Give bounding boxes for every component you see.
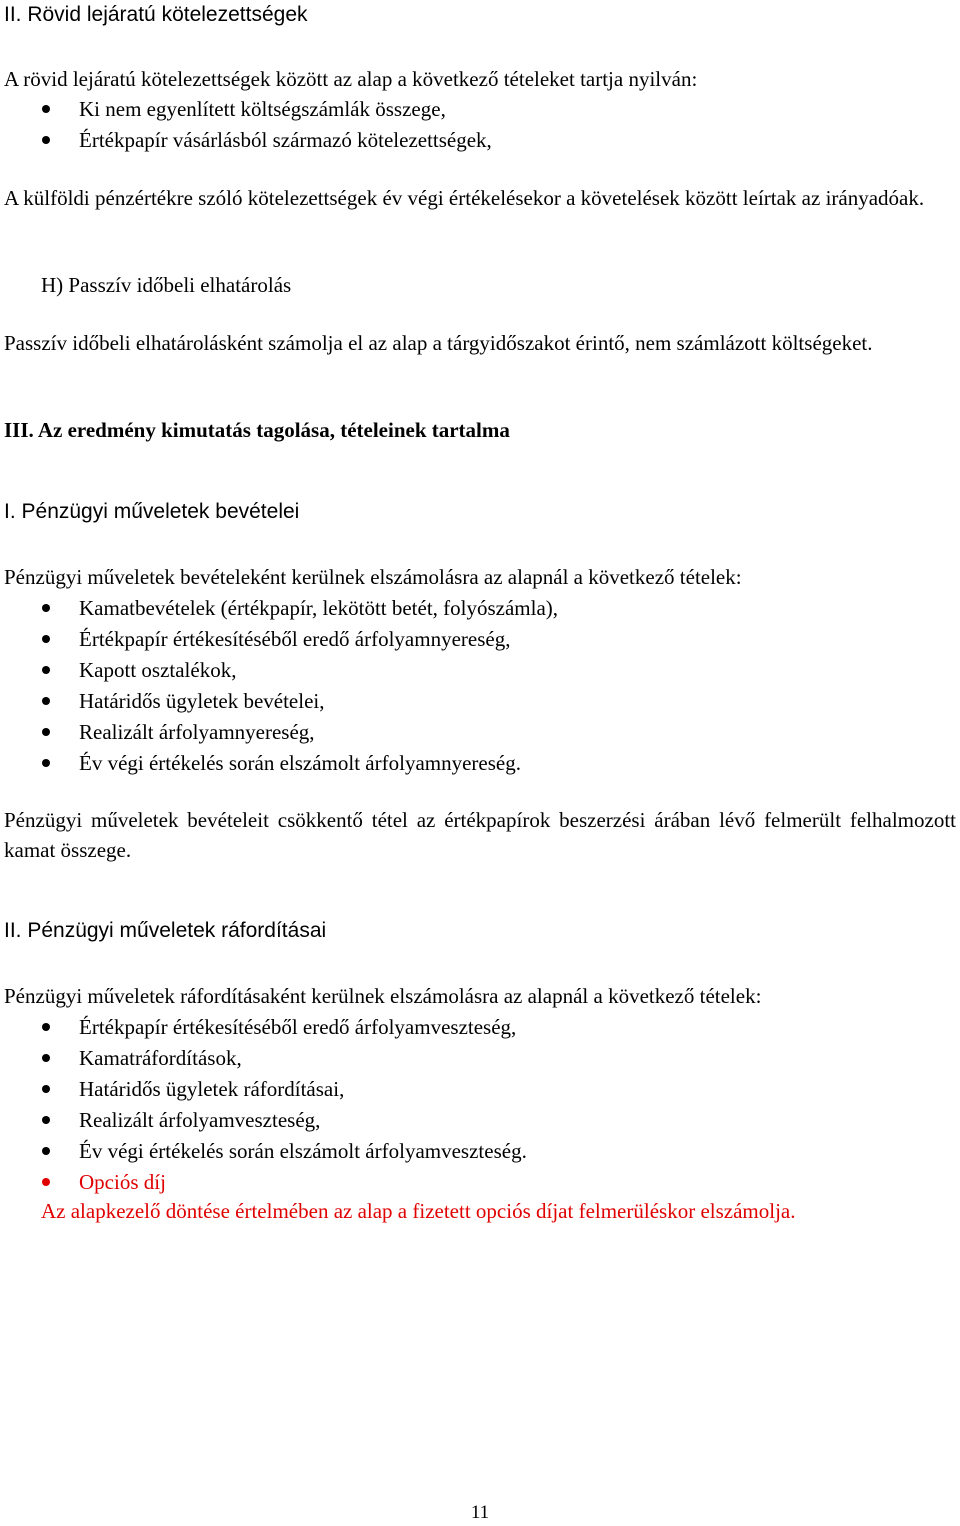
list-liabilities [0,94,956,156]
bullet-icon [42,759,50,767]
list-financial-income [0,593,956,779]
bullet-icon [42,697,50,705]
bullet-icon [42,1085,50,1093]
bullet-icon [42,604,50,612]
list-item: Értékpapír értékesítéséből eredő árfolyamnyereség, [0,624,956,655]
bullet-icon [42,1023,50,1031]
paragraph-financial-income-intro: Pénzügyi műveletek bevételeként kerülnek elszámolásra az alapnál a következő tételek: [4,565,742,589]
section-heading-short-term-liabilities: II. Rövid lejáratú kötelezettségek [4,3,308,26]
section-heading-financial-expenses: II. Pénzügyi műveletek ráfordításai [4,919,327,942]
bullet-icon [42,635,50,643]
bullet-icon [42,1116,50,1124]
paragraph-foreign-currency-note: A külföldi pénzértékre szóló kötelezettségek év végi értékelésekor a követelések között leírtak az irányadóak. [4,186,925,210]
list-item: Határidős ügyletek ráfordításai, [0,1074,956,1105]
list-financial-expenses [0,1012,956,1198]
list-item: Határidős ügyletek bevételei, [0,686,956,717]
section-heading-passive-accrual: H) Passzív időbeli elhatárolás [41,273,292,297]
paragraph-passive-accrual: Passzív időbeli elhatárolásként számolja el az alap a tárgyidőszakot érintő, nem számlázott költségeket. [4,331,873,355]
paragraph-financial-expenses-intro: Pénzügyi műveletek ráfordításaként kerülnek elszámolásra az alapnál a következő tételek: [4,984,762,1008]
list-item: Év végi értékelés során elszámolt árfolyamnyereség. [0,748,956,779]
paragraph-liabilities-intro: A rövid lejáratú kötelezettségek között az alap a következő tételeket tartja nyilván: [4,67,698,91]
paragraph-accrued-interest-note: Pénzügyi műveletek bevételeit csökkentő tétel az értékpapírok beszerzési árában lévő felmerült felhalmozott kamat összege. [4,808,956,862]
list-item-option-fee: Opciós díj [0,1167,956,1198]
page-number: 11 [470,1502,490,1523]
paragraph-option-fee-note: Az alapkezelő döntése értelmében az alap a fizetett opciós díjat felmerüléskor elszámolja. [41,1199,796,1223]
list-item: Év végi értékelés során elszámolt árfolyamveszteség. [0,1136,956,1167]
bullet-icon [42,1054,50,1062]
list-item: Kapott osztalékok, [0,655,956,686]
section-heading-income-statement: III. Az eredmény kimutatás tagolása, tételeinek tartalma [4,418,510,442]
list-item: Ki nem egyenlített költségszámlák összege, [0,94,956,125]
list-item: Kamatráfordítások, [0,1043,956,1074]
bullet-icon [42,728,50,736]
bullet-icon [42,1178,50,1186]
bullet-icon [42,666,50,674]
list-item: Értékpapír vásárlásból származó kötelezettségek, [0,125,956,156]
list-item: Kamatbevételek (értékpapír, lekötött betét, folyószámla), [0,593,956,624]
list-item: Realizált árfolyamveszteség, [0,1105,956,1136]
list-item: Értékpapír értékesítéséből eredő árfolyamveszteség, [0,1012,956,1043]
section-heading-financial-income: I. Pénzügyi műveletek bevételei [4,500,300,523]
bullet-icon [42,105,50,113]
list-item: Realizált árfolyamnyereség, [0,717,956,748]
bullet-icon [42,136,50,144]
bullet-icon [42,1147,50,1155]
